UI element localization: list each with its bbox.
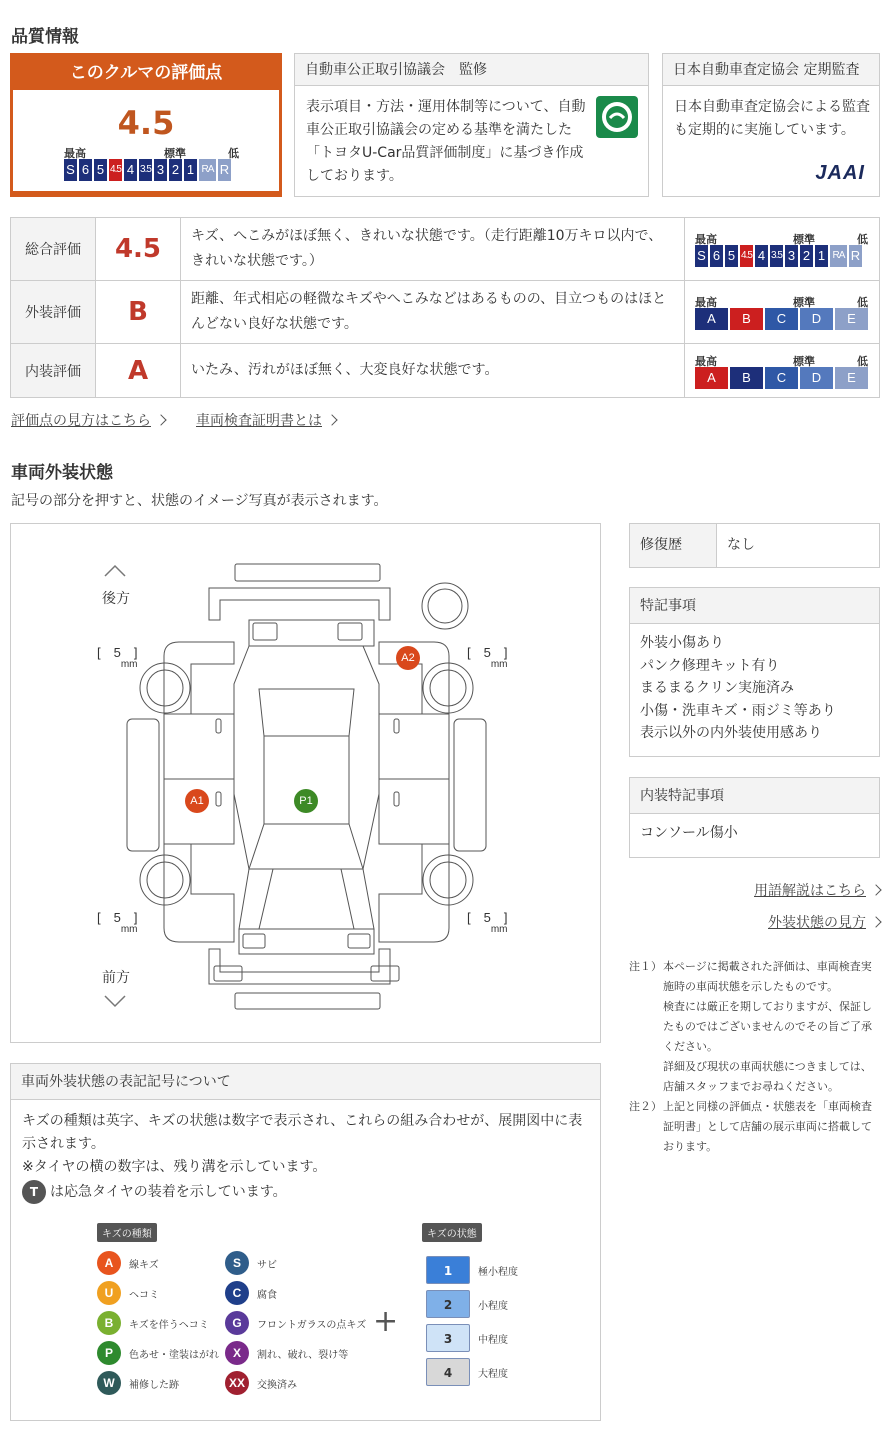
scale-high-label: 最高: [695, 233, 717, 246]
damage-type-row: [225, 1248, 366, 1278]
damage-state-label: 小程度: [478, 1300, 508, 1312]
eval-label: 外装評価: [11, 281, 96, 344]
exterior-heading: 車両外装状態: [11, 463, 113, 483]
interior-title: 内装特記事項: [630, 778, 879, 814]
damage-type-row: [97, 1278, 219, 1308]
quality-heading: 品質情報: [11, 27, 79, 47]
plus-icon: +: [373, 1304, 399, 1339]
damage-type-label: 色あせ・塗装はがれ: [129, 1349, 219, 1361]
damage-type-icon: C: [225, 1281, 249, 1305]
damage-type-icon: X: [225, 1341, 249, 1365]
scale-cell: R: [218, 159, 231, 181]
damage-marker-p1[interactable]: P1: [294, 789, 318, 813]
damage-state-icon: 4: [426, 1358, 470, 1386]
damage-state-label: 極小程度: [478, 1266, 518, 1278]
scale-cell: R: [849, 245, 862, 267]
scale-cell: 6: [710, 245, 723, 267]
damage-type-label: 割れ、破れ、裂け等: [257, 1349, 349, 1361]
damage-state-row: [426, 1355, 518, 1389]
special-item: 表示以外の内外装使用感あり: [640, 725, 822, 741]
terms-link-text[interactable]: 用語解説はこちら: [754, 883, 866, 899]
note2-text: 上記と同様の評価点・状態表を「車両検査証明書」として店舗の展示車両に搭載しております。: [663, 1100, 872, 1153]
special-title: 特記事項: [630, 588, 879, 624]
special-list: [630, 624, 879, 753]
spare-tire-icon: T: [22, 1180, 46, 1204]
tread-rear-left: [ 5 ] mm: [97, 645, 138, 670]
damage-type-label: 線キズ: [129, 1259, 159, 1271]
assoc-logo-icon: [596, 96, 638, 138]
scale-std-label: 標準: [793, 296, 815, 309]
damage-type-icon: U: [97, 1281, 121, 1305]
damage-type-icon: XX: [225, 1371, 249, 1395]
scale-low-label: 低: [857, 296, 868, 309]
chevron-right-icon: [870, 884, 881, 895]
damage-type-label: 補修した跡: [129, 1379, 179, 1391]
assoc-box-text: 表示項目・方法・運用体制等について、自動車公正取引協議会の定める基準を満たした「トヨタU-Car品質評価制度」に基づき作成しております。: [306, 99, 586, 184]
damage-type-icon: A: [97, 1251, 121, 1275]
scale-high-label: 最高: [64, 147, 86, 160]
legend-title: 車両外装状態の表記記号について: [11, 1064, 600, 1100]
scale-std-label: 標準: [164, 147, 186, 160]
repair-history: [629, 523, 880, 568]
scale-cell: S: [695, 245, 708, 267]
jaai-logo: JAAI: [815, 162, 865, 184]
evaluation-table: [10, 217, 880, 398]
car-diagram-drawing: [11, 524, 602, 1044]
damage-type-label: 腐食: [257, 1289, 277, 1301]
score-guide-link[interactable]: [11, 410, 165, 430]
scale-std-label: 標準: [793, 233, 815, 246]
note1-line: 本ページに掲載された評価は、車両検査実施時の車両状態を示したものです。: [663, 960, 872, 993]
scale-high-label: 最高: [695, 354, 717, 368]
scale-cells: [695, 245, 868, 267]
scale-cell: 5: [725, 245, 738, 267]
scale-cell: 4: [124, 159, 137, 181]
note1-mark: 注１）: [629, 960, 662, 973]
scale-cell: 2: [169, 159, 182, 181]
scale-low-label: 低: [857, 233, 868, 246]
grade-cell: E: [835, 308, 868, 330]
scale-cell: RA: [830, 245, 847, 267]
chevron-right-icon: [326, 414, 337, 425]
scale-cell: 5: [94, 159, 107, 181]
damage-type-label: ヘコミ: [129, 1289, 159, 1301]
tread-front-right: [ 5 ] mm: [467, 910, 508, 935]
note2-mark: 注２）: [629, 1100, 662, 1113]
scale-cell: 2: [800, 245, 813, 267]
scale-cell: 1: [184, 159, 197, 181]
score-guide-link-text[interactable]: 評価点の見方はこちら: [11, 413, 151, 429]
damage-type-row: [97, 1308, 219, 1338]
states-badge: キズの状態: [422, 1223, 482, 1242]
note1-line: 検査には厳正を期しておりますが、保証したものではございませんのでその旨ご了承ください。: [663, 1000, 872, 1053]
special-item: 外装小傷あり: [640, 635, 724, 651]
grade-cells: [695, 367, 868, 389]
damage-type-row: [225, 1278, 366, 1308]
chevron-right-icon: [155, 414, 166, 425]
types-left-list: [97, 1248, 219, 1398]
chevron-right-icon: [870, 916, 881, 927]
scale-cell: S: [64, 159, 77, 181]
damage-type-row: [225, 1368, 366, 1398]
damage-type-icon: P: [97, 1341, 121, 1365]
special-item: まるまるクリン実施済み: [640, 680, 794, 696]
interior-list: [630, 814, 879, 853]
damage-state-icon: 3: [426, 1324, 470, 1352]
scale-cell: 4: [755, 245, 768, 267]
grade-cell: A: [695, 367, 728, 389]
legend-text3: は応急タイヤの装着を示しています。: [50, 1183, 287, 1200]
eval-grade: 4.5: [96, 218, 181, 281]
damage-state-label: 大程度: [478, 1368, 508, 1380]
types-badge: キズの種類: [97, 1223, 157, 1242]
legend-text1: キズの種類は英字、キズの状態は数字で表示され、これらの組み合わせが、展開図中に表示されます。: [22, 1113, 583, 1152]
eval-row-interior: [11, 344, 880, 398]
note1-line: 詳細及び現状の車両状態につきましては、店舗スタッフまでお尋ねください。: [663, 1060, 872, 1093]
eval-desc: キズ、へこみがほぼ無く、きれいな状態です。（走行距離10万キロ以内で、きれいな状態です。）: [181, 218, 685, 281]
tread-front-left: [ 5 ] mm: [97, 910, 138, 935]
legend-text2: ※タイヤの横の数字は、残り溝を示しています。: [22, 1159, 327, 1175]
front-label: 前方: [102, 970, 130, 986]
scale-cell: 3: [154, 159, 167, 181]
damage-type-icon: G: [225, 1311, 249, 1335]
scale-cell: 3.5: [770, 245, 783, 267]
cert-link[interactable]: [196, 410, 336, 430]
damage-type-icon: B: [97, 1311, 121, 1335]
score-scale: [64, 145, 239, 181]
damage-type-row: [225, 1308, 366, 1338]
damage-state-icon: 1: [426, 1256, 470, 1284]
score-box-title: このクルマの評価点: [69, 63, 223, 83]
repair-label: 修復歴: [630, 524, 717, 567]
scale-cell: RA: [199, 159, 216, 181]
legend-text3-row: [22, 1180, 287, 1204]
states-list: [426, 1253, 518, 1389]
rear-label: 後方: [102, 591, 130, 607]
note1: [629, 957, 880, 1097]
score-box: [10, 53, 282, 197]
scale-cell: 3.5: [139, 159, 152, 181]
grade-cell: C: [765, 308, 798, 330]
eval-label: 内装評価: [11, 344, 96, 398]
scale-cell: 1: [815, 245, 828, 267]
car-diagram: [10, 523, 601, 1043]
special-item: 小傷・洗車キズ・雨ジミ等あり: [640, 702, 836, 719]
assoc-box: [294, 53, 649, 197]
eval-desc: 距離、年式相応の軽微なキズやへこみなどはあるものの、目立つものはほとんどない良好な状態です。: [181, 281, 685, 344]
grade-cells: [695, 308, 868, 330]
eval-label: 総合評価: [11, 218, 96, 281]
damage-type-label: キズを伴うヘコミ: [129, 1319, 209, 1331]
grade-cell: A: [695, 308, 728, 330]
grade-cell: B: [730, 367, 763, 389]
damage-type-label: 交換済み: [257, 1379, 297, 1391]
terms-link[interactable]: [754, 880, 880, 900]
scale-cell: 3: [785, 245, 798, 267]
damage-state-label: 中程度: [478, 1334, 508, 1346]
damage-type-row: [97, 1248, 219, 1278]
damage-type-row: [225, 1338, 366, 1368]
interior-item: コンソール傷小: [640, 825, 738, 841]
scale-cell: 6: [79, 159, 92, 181]
scale-cells: [64, 159, 239, 181]
damage-state-icon: 2: [426, 1290, 470, 1318]
grade-cell: D: [800, 367, 833, 389]
exterior-guide-link[interactable]: [768, 912, 880, 932]
tread-rear-right: [ 5 ] mm: [467, 645, 508, 670]
eval-row-overall: [11, 218, 880, 281]
legend-box: [10, 1063, 601, 1421]
grade-cell: B: [730, 308, 763, 330]
eval-grade: A: [96, 344, 181, 398]
damage-type-label: フロントガラスの点キズ: [257, 1319, 367, 1331]
notes: [629, 957, 880, 1157]
damage-state-row: [426, 1321, 518, 1355]
grade-cell: C: [765, 367, 798, 389]
scale-low-label: 低: [857, 354, 868, 368]
exterior-guide-link-text[interactable]: 外装状態の見方: [768, 915, 866, 931]
eval-desc: いたみ、汚れがほぼ無く、大変良好な状態です。: [181, 344, 685, 398]
damage-state-row: [426, 1287, 518, 1321]
damage-state-row: [426, 1253, 518, 1287]
note2: [629, 1097, 880, 1157]
damage-type-icon: W: [97, 1371, 121, 1395]
eval-row-exterior: [11, 281, 880, 344]
types-right-list: [225, 1248, 366, 1398]
exterior-subtitle: 記号の部分を押すと、状態のイメージ写真が表示されます。: [11, 493, 388, 509]
special-notes: [629, 587, 880, 757]
interior-notes: [629, 777, 880, 858]
eval-grade: B: [96, 281, 181, 344]
cert-link-text[interactable]: 車両検査証明書とは: [196, 413, 322, 429]
damage-marker-a2[interactable]: A2: [396, 646, 420, 670]
damage-marker-a1[interactable]: A1: [185, 789, 209, 813]
scale-cell: 4.5: [109, 159, 122, 181]
damage-type-row: [97, 1368, 219, 1398]
scale-low-label: 低: [228, 147, 239, 160]
grade-cell: D: [800, 308, 833, 330]
scale-high-label: 最高: [695, 296, 717, 309]
score-value: 4.5: [117, 104, 175, 142]
repair-value: なし: [727, 537, 755, 553]
damage-type-icon: S: [225, 1251, 249, 1275]
damage-type-row: [97, 1338, 219, 1368]
grade-cell: E: [835, 367, 868, 389]
jaai-box-title: 日本自動車査定協会 定期監査: [663, 54, 879, 86]
scale-cell: 4.5: [740, 245, 753, 267]
scale-std-label: 標準: [793, 354, 815, 368]
jaai-box: [662, 53, 880, 197]
jaai-box-text: 日本自動車査定協会による監査も定期的に実施しています。: [674, 99, 870, 138]
special-item: パンク修理キット有り: [640, 657, 780, 674]
damage-type-label: サビ: [257, 1259, 277, 1271]
assoc-box-title: 自動車公正取引協議会 監修: [295, 54, 648, 86]
